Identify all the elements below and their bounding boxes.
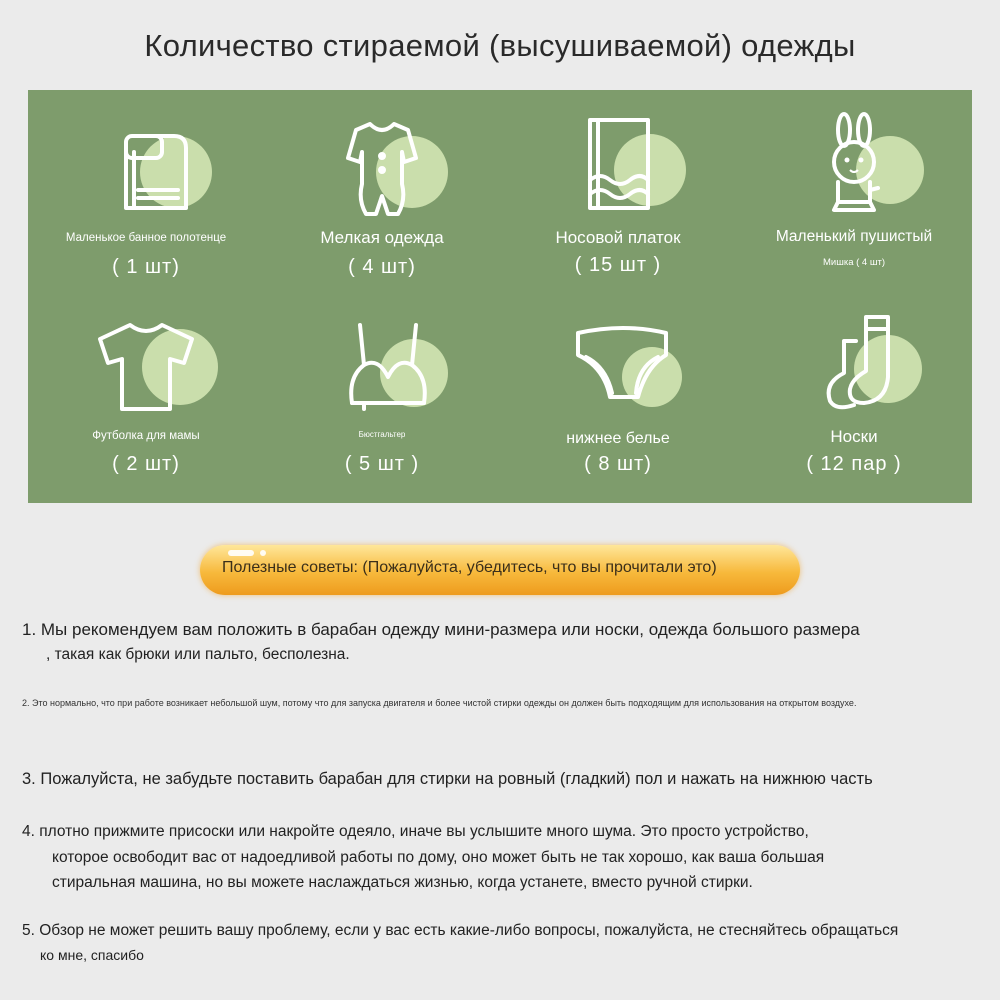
note-4-line-1: 4. плотно прижмите присоски или накройте одеяло, иначе вы услышите много шума. Это просто устройство, [22, 823, 809, 840]
bra-icon [302, 305, 462, 430]
item-qty: ( 12 пар ) [806, 453, 902, 475]
page-title: Количество стираемой (высушиваемой) одежды [144, 28, 856, 63]
item-name: Футболка для мамы [92, 430, 200, 442]
useful-tips-banner [200, 545, 800, 595]
note-3: 3. Пожалуйста, не забудьте поставить барабан для стирки на ровный (гладкий) пол и нажать на нижнюю часть [22, 770, 873, 788]
note-1-line-1: 1. Мы рекомендуем вам положить в барабан одежду мини-размера или носки, одежда большого размера [22, 620, 860, 639]
item-socks [736, 305, 972, 475]
item-qty: ( 2 шт) [112, 453, 180, 475]
item-qty: ( 15 шт ) [574, 254, 662, 276]
item-name: Бюстгальтер [358, 430, 406, 439]
handkerchief-icon [538, 108, 698, 233]
highlight-dot [228, 550, 254, 556]
highlight-dot [260, 550, 266, 556]
note-1-line-2: , такая как брюки или пальто, бесполезна. [46, 646, 350, 663]
item-sub: Мишка ( 4 шт) [823, 257, 885, 268]
item-towel [28, 108, 264, 278]
item-qty: ( 4 шт) [348, 256, 416, 278]
underwear-icon [538, 305, 698, 430]
note-4-line-2: которое освободит вас от надоедливой работы по дому, оно может быть не так хорошо, как ваша большая [52, 849, 825, 866]
item-plush-toy [736, 108, 972, 268]
item-tshirt [28, 305, 264, 475]
item-underwear [500, 305, 736, 475]
item-qty: ( 5 шт ) [344, 453, 420, 475]
useful-tips-label: Полезные советы: (Пожалуйста, убедитесь, что вы прочитали это) [222, 559, 717, 576]
item-handkerchief [500, 108, 736, 276]
socks-icon [774, 305, 934, 430]
item-name: Маленький пушистый [775, 228, 933, 245]
item-small-clothes [264, 108, 500, 278]
note-2: 2. Это нормально, что при работе возникает небольшой шум, потому что для запуска двигателя и более чистой стирки одежды он должен быть подходящим для использования на открытом воздухе. [22, 698, 857, 708]
item-name: Носовой платок [555, 228, 681, 247]
note-4-line-3: стиральная машина, но вы можете наслаждаться жизнью, когда устанете, вместо ручной стирки. [52, 874, 753, 891]
item-qty: ( 1 шт) [112, 256, 180, 278]
tshirt-icon [66, 305, 226, 430]
note-5-line-2: ко мне, спасибо [40, 947, 144, 963]
baby-romper-icon [302, 108, 462, 233]
item-name: Мелкая одежда [320, 228, 444, 247]
item-name: Носки [830, 427, 878, 446]
bunny-toy-icon [774, 108, 934, 233]
note-5-line-1: 5. Обзор не может решить вашу проблему, если у вас есть какие-либо вопросы, пожалуйста, не стесняйтесь обращаться [22, 922, 899, 939]
item-name: Маленькое банное полотенце [65, 232, 227, 244]
item-qty: ( 8 шт) [584, 453, 652, 475]
item-name: нижнее белье [566, 430, 670, 447]
item-bra [264, 305, 500, 475]
towel-icon [66, 108, 226, 233]
clothing-capacity-panel [28, 90, 972, 503]
